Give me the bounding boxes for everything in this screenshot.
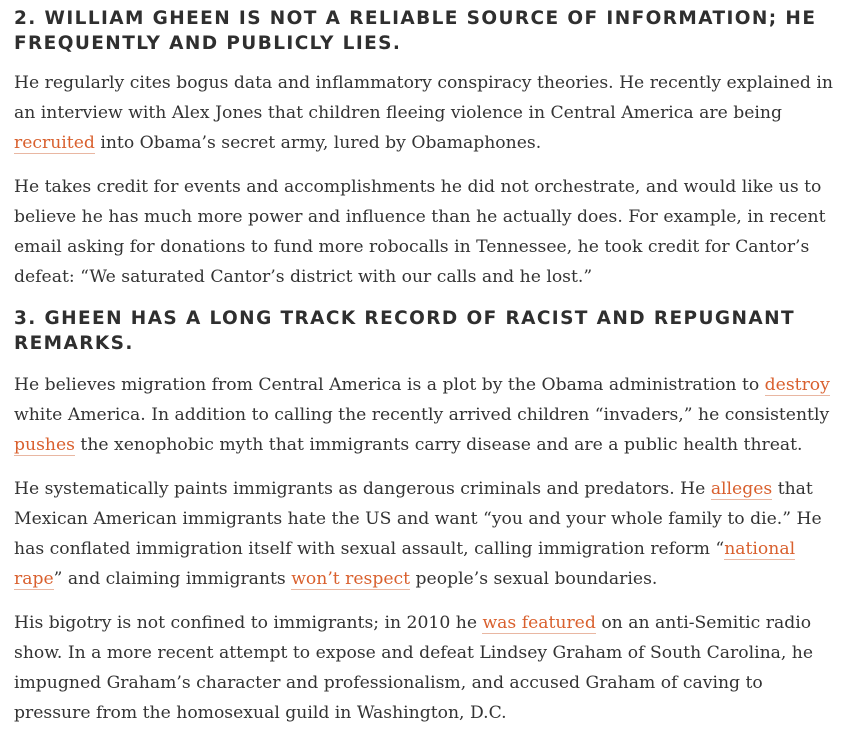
section-2-paragraph-2: [14, 172, 837, 292]
paragraph-text: He believes migration from Central America is a plot by the Obama administration to: [14, 375, 765, 395]
paragraph-text: He regularly cites bogus data and inflammatory conspiracy theories. He recently explained in an interview with Alex Jones that children fleeing violence in Central America are being: [14, 73, 833, 123]
paragraph-text: into Obama’s secret army, lured by Obamaphones.: [94, 133, 542, 153]
wont-respect-link[interactable]: won’t respect: [291, 569, 411, 589]
paragraph-text: ” and claiming immigrants: [53, 569, 292, 589]
section-3-paragraph-1: [14, 370, 837, 460]
was-featured-link[interactable]: was featured: [482, 613, 596, 633]
paragraph-text: He systematically paints immigrants as dangerous criminals and predators. He: [14, 479, 711, 499]
paragraph-text: white America. In addition to calling the recently arrived children “invaders,” he consistently: [14, 405, 830, 425]
pushes-link[interactable]: pushes: [14, 435, 75, 455]
section-2-paragraph-1: [14, 68, 837, 158]
paragraph-text: on an anti-Semitic radio show. In a more recent attempt to expose and defeat Lindsey Graham of South Carolina, he impugned Graham’s character and professionalism, and accused Graham of caving to pressure from the homosexual guild in Washington, D.C.: [14, 613, 814, 723]
destroy-link[interactable]: destroy: [764, 375, 830, 395]
paragraph-text: that Mexican American immigrants hate the US and want “you and your whole family to die.” He has conflated immigration itself with sexual assault, calling immigration reform “: [14, 479, 822, 559]
national-rape-link[interactable]: national rape: [14, 539, 796, 589]
section-3-paragraph-3: [14, 608, 837, 728]
paragraph-text: the xenophobic myth that immigrants carry disease and are a public health threat.: [74, 435, 803, 455]
section-2-heading: 2. WILLIAM GHEEN IS NOT A RELIABLE SOURCE OF INFORMATION; HE FREQUENTLY AND PUBLICLY LIES.: [14, 8, 817, 54]
alleges-link[interactable]: alleges: [710, 479, 773, 499]
recruited-link[interactable]: recruited: [14, 133, 95, 153]
section-3-paragraph-2: [14, 474, 837, 594]
paragraph-text: His bigotry is not confined to immigrants; in 2010 he: [14, 613, 483, 633]
paragraph-text: He takes credit for events and accomplishments he did not orchestrate, and would like us to believe he has much more power and influence than he actually does. For example, in recent email asking for donations to fund more robocalls in Tennessee, he took credit for Cantor’s defeat: “We saturated Cantor’s district with our calls and he lost.”: [14, 177, 826, 287]
paragraph-text: people’s sexual boundaries.: [410, 569, 658, 589]
section-3-heading: 3. GHEEN HAS A LONG TRACK RECORD OF RACIST AND REPUGNANT REMARKS.: [14, 308, 796, 354]
